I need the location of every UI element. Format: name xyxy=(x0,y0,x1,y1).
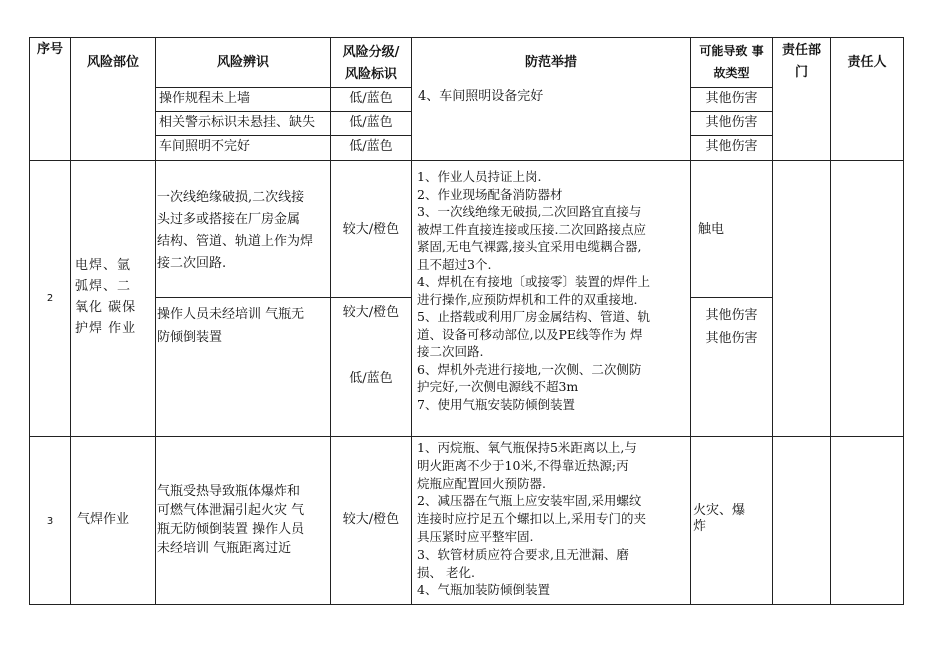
row3-level: 较大/橙色 xyxy=(342,512,400,527)
divider-sub1-bottom xyxy=(155,111,411,112)
row1-sub1-level: 低/蓝色 xyxy=(349,91,393,106)
row1-sub3-level: 低/蓝色 xyxy=(349,139,393,154)
row3-accident: 火灾、爆 炸 xyxy=(693,503,746,534)
row2-location: 电焊、氩 弧焊、二 氧化 碳保 护焊 作业 xyxy=(75,258,137,336)
row3-seq: 3 xyxy=(46,516,54,527)
header-location: 风险部位 xyxy=(86,55,139,70)
row2-risk-b: 操作人员未经培训 气瓶无 防倾倒装置 xyxy=(157,307,305,345)
header-level-line1: 风险分级/ xyxy=(342,45,400,60)
col-divider-6 xyxy=(772,37,773,605)
row2-accident-b2: 其他伤害 xyxy=(705,331,758,346)
col-divider-1 xyxy=(70,37,71,605)
row2-risk-a: 一次线绝缘破损,二次线接 头过多或搭接在厂房金属 结构、管道、轨道上作为焊 接二次回路. xyxy=(157,190,314,271)
row1-sub2-level: 低/蓝色 xyxy=(349,115,393,130)
row2-measures: 1、作业人员持证上岗. 2、作业现场配备消防器材 3、一次线绝缘无破损,二次回路宜直接与 被焊工件直接连接或压接.二次回路接点应 紧固,无电气裸露,接头宜采用电缆耦合器, 且不超过3个. 4、焊机在有接地〔或接零〕装置的焊件上 进行操作,应预防焊机和工件的双重接地. 5、止搭载或利用厂房金属结构、管道、轨 道、设备可移动部位,以及PE线等作为 焊 接二次回路. 6、焊机外壳进行接地,一次侧、二次侧防 护完好,一次侧电源线不超3m 7、使用气瓶安装防倾倒装置 xyxy=(417,169,650,412)
row1-sub3-risk: 车间照明不完好 xyxy=(159,139,251,154)
divider-header-bottom xyxy=(155,87,411,88)
row1-sub1-accident: 其他伤害 xyxy=(705,91,758,106)
row2-seq: 2 xyxy=(46,293,54,304)
border-right xyxy=(903,37,904,605)
divider-acc-header-bottom xyxy=(690,87,772,88)
row3-risk: 气瓶受热导致瓶体爆炸和 可燃气体泄漏引起火灾 气 瓶无防倾倒装置 操作人员 未经培训 气瓶距离过近 xyxy=(157,484,305,556)
header-person: 责任人 xyxy=(847,55,887,70)
header-level-line2: 风险标识 xyxy=(344,67,397,82)
col-divider-2 xyxy=(155,37,156,605)
row1-measure: 4、车间照明设备完好 xyxy=(418,89,544,104)
row2-level-b2: 低/蓝色 xyxy=(349,371,393,386)
row2-accident-b1: 其他伤害 xyxy=(705,308,758,323)
row2-level-b1: 较大/橙色 xyxy=(342,305,400,320)
header-identify: 风险辨识 xyxy=(216,55,269,70)
divider-acc-row2-split xyxy=(690,297,772,298)
risk-table xyxy=(29,37,904,605)
row1-sub2-accident: 其他伤害 xyxy=(705,115,758,130)
row2-level-a: 较大/橙色 xyxy=(342,222,400,237)
row1-sub2-risk: 相关警示标识未悬挂、缺失 xyxy=(159,115,316,130)
row1-sub3-accident: 其他伤害 xyxy=(705,139,758,154)
header-accident-line2: 故类型 xyxy=(713,66,750,80)
divider-acc-sub2-bottom xyxy=(690,135,772,136)
header-seq: 序号 xyxy=(36,42,63,57)
header-accident-line1: 可能导致 事 xyxy=(699,44,764,58)
divider-sub2-bottom xyxy=(155,135,411,136)
header-measures: 防范举措 xyxy=(524,55,577,70)
row3-measures: 1、丙烷瓶、氧气瓶保持5米距离以上,与 明火距离不少于10米,不得靠近热源;丙 烷瓶应配置回火预防器. 2、减压器在气瓶上应安装牢固,采用螺纹 连接时应拧足五个螺扣以上,采用专门的夹 具压紧时应平整牢固. 3、软管材质应符合要求,且无泄漏、磨 损、 老化. 4、气瓶加装防倾倒装置 xyxy=(417,440,646,598)
divider-row2-split xyxy=(155,297,411,298)
col-divider-7 xyxy=(830,37,831,605)
row2-accident-a: 触电 xyxy=(698,222,725,237)
row3-location: 气焊作业 xyxy=(77,512,130,527)
header-dept-line1: 责任部 xyxy=(781,43,821,58)
header-dept-line2: 门 xyxy=(794,65,808,80)
row1-sub1-risk: 操作规程未上墙 xyxy=(159,91,251,106)
col-divider-4 xyxy=(411,37,412,605)
divider-acc-sub1-bottom xyxy=(690,111,772,112)
